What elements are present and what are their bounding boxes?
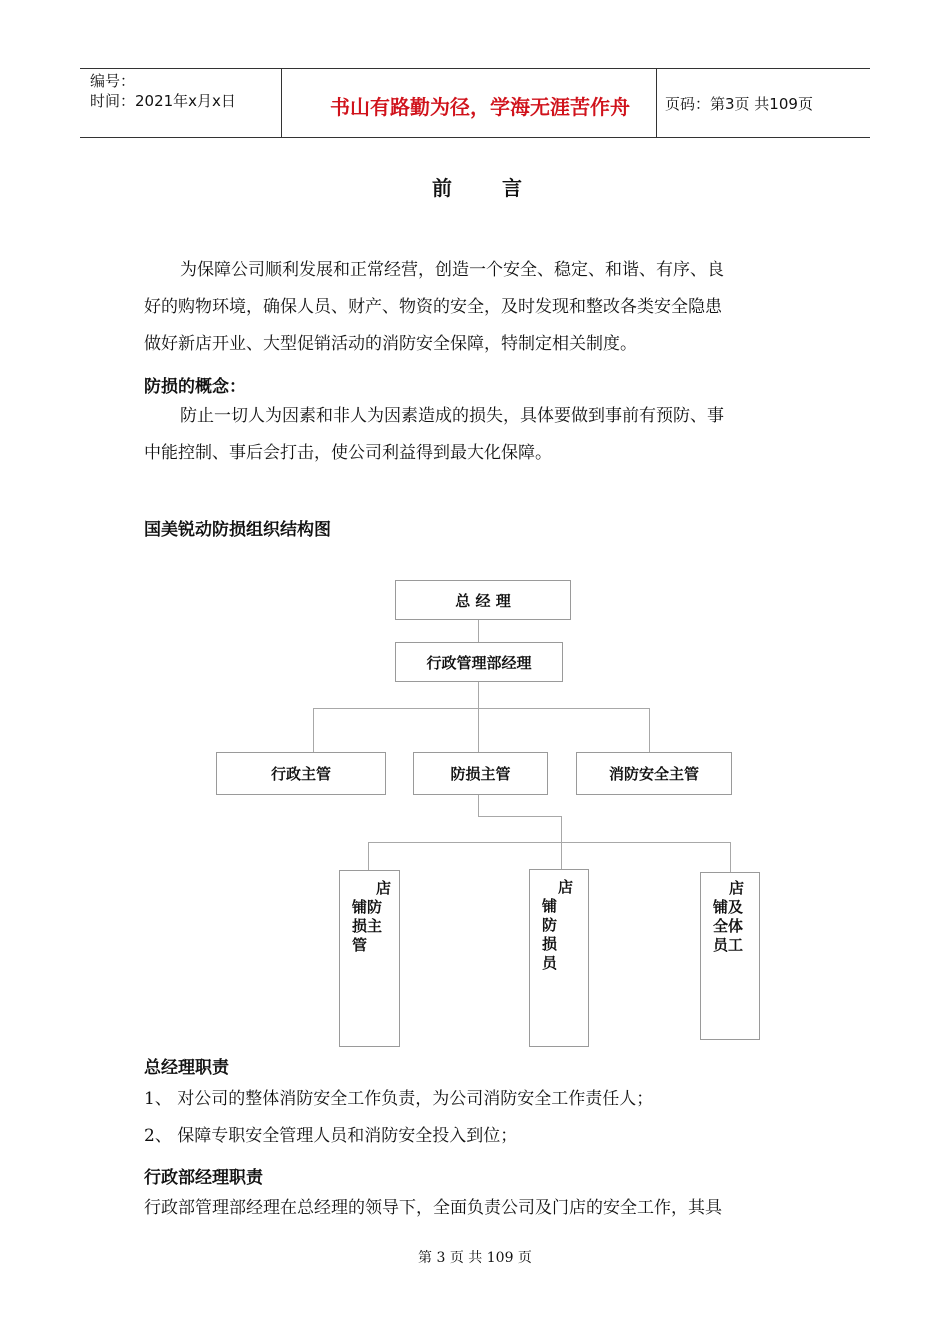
intro-line: 好的购物环境，确保人员、财产、物资的安全，及时发现和整改各类安全隐患 — [144, 297, 722, 317]
node-label: 行政管理部经理 — [426, 653, 532, 672]
node-label: 总 经 理 — [455, 591, 511, 610]
connector-line — [561, 816, 562, 870]
header-page-number: 页码：第3页 共109页 — [665, 95, 813, 113]
node-label: 店 — [729, 879, 745, 897]
node-store-all-staff — [700, 872, 760, 1040]
intro-line: 做好新店开业、大型促销活动的消防安全保障，特制定相关制度。 — [144, 334, 637, 354]
node-label: 全体 — [713, 917, 744, 935]
node-label: 消防安全主管 — [608, 765, 699, 783]
node-label: 防 — [542, 916, 558, 934]
header-meta — [90, 71, 236, 139]
connector-line — [313, 708, 314, 752]
connector-line — [478, 680, 479, 752]
node-label: 员工 — [713, 936, 744, 954]
connector-line — [730, 842, 731, 872]
node-label: 防损主管 — [450, 765, 511, 783]
concept-line: 中能控制、事后会打击，使公司利益得到最大化保障。 — [144, 443, 552, 463]
node-store-loss-staff — [529, 869, 589, 1047]
time-label: 时间：2021年x月x日 — [90, 92, 236, 110]
node-label: 铺防 — [352, 898, 383, 916]
gm-duty-item: 2、 保障专职安全管理人员和消防安全投入到位； — [144, 1126, 518, 1146]
page-title: 前言 — [432, 176, 572, 200]
connector-line — [368, 842, 731, 843]
admin-duty-line: 行政部管理部经理在总经理的领导下，全面负责公司及门店的安全工作，其具 — [144, 1198, 722, 1218]
connector-line — [478, 793, 479, 817]
concept-heading: 防损的概念： — [144, 377, 246, 397]
gm-duty-item: 1、 对公司的整体消防安全工作负责，为公司消防安全工作责任人； — [144, 1089, 654, 1109]
node-label: 铺 — [542, 897, 558, 915]
connector-line — [368, 842, 369, 870]
header-divider — [281, 69, 282, 137]
document-header — [80, 68, 870, 138]
node-store-loss-supervisor — [339, 870, 400, 1047]
node-label: 店 — [376, 879, 392, 897]
node-admin-supervisor — [216, 752, 386, 795]
gm-duties-heading: 总经理职责 — [144, 1058, 229, 1078]
page-footer: 第 3 页 共 109 页 — [418, 1250, 532, 1266]
header-motto: 书山有路勤为径，学海无涯苦作舟 — [330, 95, 630, 119]
connector-line — [478, 816, 562, 817]
header-divider — [656, 69, 657, 137]
org-chart-heading: 国美锐动防损组织结构图 — [144, 520, 331, 540]
connector-line — [313, 708, 650, 709]
intro-line: 为保障公司顺利发展和正常经营，创造一个安全、稳定、和谐、有序、良 — [180, 260, 724, 280]
node-general-manager — [395, 580, 571, 620]
node-label: 损主 — [352, 917, 383, 935]
number-label: 编号： — [90, 72, 136, 90]
node-label: 员 — [542, 954, 558, 972]
node-label: 损 — [542, 935, 558, 953]
node-fire-safety-supervisor — [576, 752, 732, 795]
connector-line — [649, 708, 650, 752]
node-label: 管 — [352, 936, 368, 954]
node-label: 铺及 — [713, 898, 744, 916]
connector-line — [478, 618, 479, 643]
concept-line: 防止一切人为因素和非人为因素造成的损失，具体要做到事前有预防、事 — [180, 406, 724, 426]
node-loss-prevention-supervisor — [413, 752, 548, 795]
admin-duties-heading: 行政部经理职责 — [144, 1168, 263, 1188]
node-label: 行政主管 — [270, 765, 331, 783]
node-admin-manager — [395, 642, 563, 682]
node-label: 店 — [558, 878, 574, 896]
